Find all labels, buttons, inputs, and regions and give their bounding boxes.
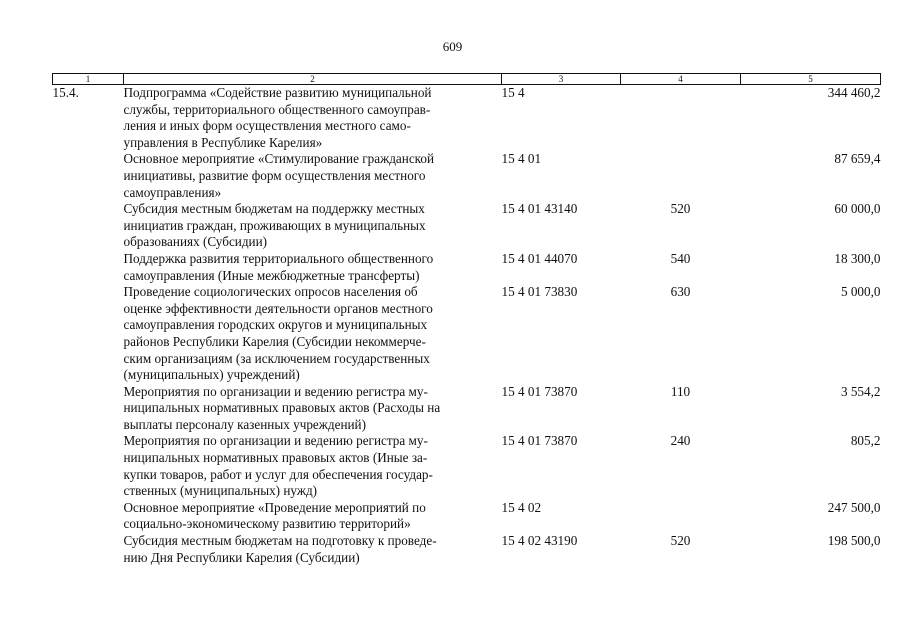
row-name-line: социально-экономическому развитию территорий» [123,516,411,532]
column-number-3: 3 [502,74,621,85]
table-row [53,251,881,284]
row-name-line: выплаты персоналу казенных учреждений) [123,416,367,432]
row-code-cell: 15 4 01 73870 [501,383,578,399]
row-name-line: ским организациям (за исключением государственных [123,350,430,366]
row-name-line: службы, территориального общественного самоуправ- [123,101,431,117]
row-name-line: купки товаров, работ и услуг для обеспечения государ- [123,466,433,482]
row-name-line: нию Дня Республики Карелия (Субсидии) [123,549,360,565]
row-name-line: ниципальных нормативных правовых актов (Иные за- [123,450,428,466]
row-code-cell: 15 4 01 73830 [501,284,578,300]
page-number: 609 [442,39,463,54]
row-name-line: самоуправления городских округов и муниципальных [123,317,428,333]
row-number-cell [53,251,124,284]
row-number-cell [53,384,124,434]
row-name-cell [124,433,502,499]
row-name-cell [124,85,502,152]
row-number-cell [53,151,124,201]
row-name-line: самоуправления (Иные межбюджетные трансферты) [123,267,420,283]
row-name-cell [124,151,502,201]
row-expense-type-cell: 630 [670,284,691,300]
row-amount-cell: 247 500,0 [827,499,881,515]
row-name-line: Основное мероприятие «Проведение мероприятий по [123,499,426,515]
row-code-cell: 15 4 01 [501,151,542,167]
table-row [53,85,881,152]
row-name-line: районов Республики Карелия (Субсидии некоммерче- [123,333,426,349]
row-name-line: Поддержка развития территориального общественного [123,250,434,266]
row-code-cell: 15 4 02 [501,499,542,515]
row-amount-cell: 3 554,2 [840,383,881,399]
table-row [53,384,881,434]
row-expense-type-cell: 520 [670,533,691,549]
row-name-line: оценке эффективности деятельности органов местного [123,300,433,316]
row-name-line: ления и иных форм осуществления местного само- [123,118,411,134]
row-name-line: Основное мероприятие «Стимулирование гражданской [123,151,435,167]
row-number-cell [53,433,124,499]
table-row [53,533,881,566]
row-expense-type-cell: 540 [670,250,691,266]
row-expense-type-cell: 240 [670,433,691,449]
row-name-cell [124,500,502,533]
row-amount-cell: 805,2 [850,433,881,449]
table-row [53,284,881,384]
row-name-cell [124,201,502,251]
row-expense-type-cell: 110 [670,383,691,399]
row-number-cell: 15.4. [52,85,79,100]
row-name-line: инициативы, развитие форм осуществления местного [123,167,426,183]
row-amount-cell: 87 659,4 [834,151,881,167]
row-name-line: инициатив граждан, проживающих в муниципальных [123,217,426,233]
table-row [53,433,881,499]
row-expense-type-cell [621,500,741,533]
row-name-cell [124,284,502,384]
row-expense-type-cell: 520 [670,201,691,217]
row-code-cell: 15 4 01 44070 [501,250,578,266]
row-name-cell [124,384,502,434]
column-number-5: 5 [741,74,881,85]
row-name-line: Субсидия местным бюджетам на подготовку к проведе- [123,533,437,549]
table-row [53,201,881,251]
column-number-row [53,74,881,85]
row-code-cell: 15 4 02 43190 [501,533,578,549]
row-name-line: ственных (муниципальных) нужд) [123,483,318,499]
row-name-cell [124,251,502,284]
row-name-line: Проведение социологических опросов населения об [123,284,418,300]
row-name-line: образованиях (Субсидии) [123,234,268,250]
budget-table-body [53,85,881,567]
table-row [53,500,881,533]
row-number-cell [53,201,124,251]
row-number-cell [53,284,124,384]
row-expense-type-cell [621,151,741,201]
row-amount-cell: 60 000,0 [834,201,881,217]
row-code-cell: 15 4 [501,85,525,100]
row-name-line: Субсидия местным бюджетам на поддержку местных [123,201,425,217]
row-name-cell [124,533,502,566]
column-number-2: 2 [124,74,502,85]
table-row [53,151,881,201]
row-name-line: Мероприятия по организации и ведению регистра му- [123,383,428,399]
row-code-cell: 15 4 01 43140 [501,201,578,217]
row-amount-cell: 5 000,0 [840,284,881,300]
row-name-line: Мероприятия по организации и ведению регистра му- [123,433,428,449]
row-number-cell [53,533,124,566]
row-name-line: Подпрограмма «Содействие развитию муниципальной [123,85,432,100]
row-amount-cell: 18 300,0 [834,250,881,266]
row-name-line: ниципальных нормативных правовых актов (Расходы на [123,400,441,416]
column-number-1: 1 [53,74,124,85]
budget-table [52,73,881,566]
row-amount-cell: 198 500,0 [827,533,881,549]
row-code-cell: 15 4 01 73870 [501,433,578,449]
row-name-line: управления в Республике Карелия» [123,134,323,150]
row-name-line: самоуправления» [123,184,222,200]
row-name-line: (муниципальных) учреждений) [123,367,300,383]
row-expense-type-cell [621,85,741,152]
row-number-cell [53,500,124,533]
row-amount-cell: 344 460,2 [827,85,881,100]
column-number-4: 4 [621,74,741,85]
